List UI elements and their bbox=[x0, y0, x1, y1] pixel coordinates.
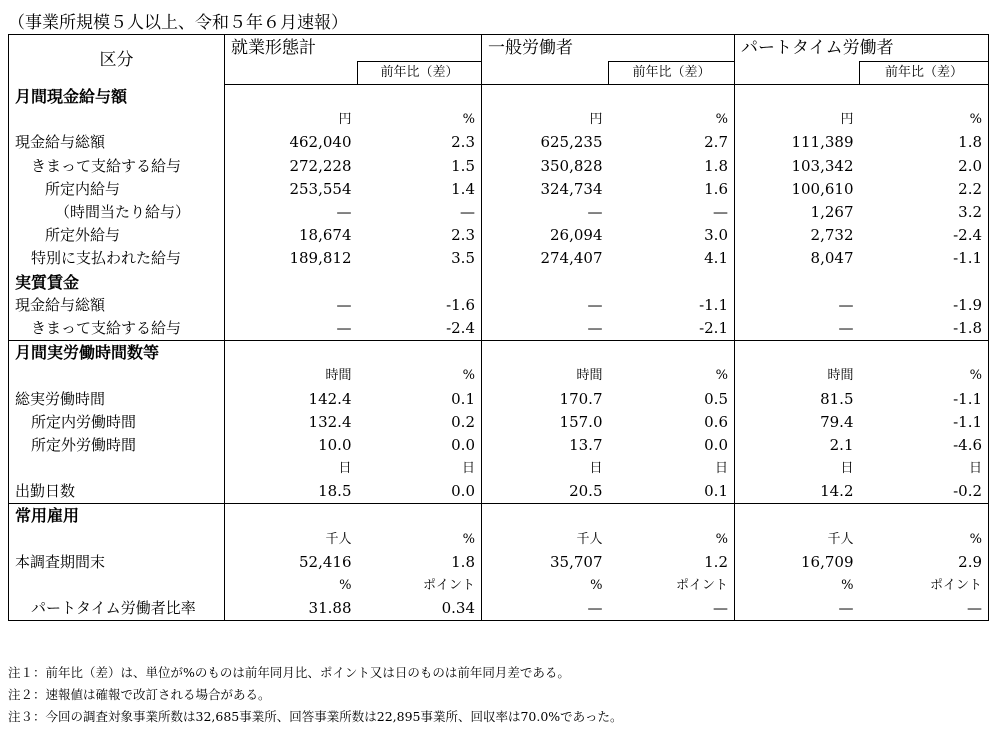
unit-cell: ポイント bbox=[860, 574, 989, 597]
data-cell: — bbox=[482, 201, 609, 224]
data-cell: 0.1 bbox=[451, 389, 475, 408]
data-cell: 18,674 bbox=[299, 226, 352, 245]
unit-cell: ポイント bbox=[675, 578, 728, 594]
unit-cell: 千人 bbox=[482, 528, 609, 551]
data-cell: -1.8 bbox=[860, 317, 989, 341]
data-cell: — bbox=[735, 317, 860, 341]
table-row bbox=[9, 411, 989, 434]
unit-cell: % bbox=[860, 364, 989, 387]
data-cell: 3.2 bbox=[860, 201, 989, 224]
table-row bbox=[9, 178, 989, 201]
data-cell: 1.8 bbox=[451, 552, 475, 571]
table-row bbox=[9, 224, 989, 247]
data-cell: 0.6 bbox=[704, 412, 728, 431]
data-cell: 2.7 bbox=[704, 133, 728, 152]
data-cell: 1.6 bbox=[704, 179, 728, 198]
footnote-3: 注３：今回の調査対象事業所数は32,685事業所、回答事業所数は22,895事業所、回収率は70.0%であった。 bbox=[8, 709, 623, 724]
data-cell: — bbox=[336, 203, 352, 222]
data-cell: — bbox=[482, 317, 609, 341]
data-cell: 157.0 bbox=[482, 411, 609, 434]
unit-cell: 千人 bbox=[325, 531, 352, 547]
data-cell: 0.5 bbox=[704, 389, 728, 408]
data-cell: -1.1 bbox=[699, 295, 728, 314]
header-group-part: パートタイム労働者 bbox=[735, 35, 989, 62]
data-cell: 79.4 bbox=[735, 411, 860, 434]
data-cell: 324,734 bbox=[482, 178, 609, 201]
data-cell: 132.4 bbox=[308, 412, 352, 431]
unit-cell: % bbox=[860, 108, 989, 131]
data-cell: 16,709 bbox=[735, 551, 860, 574]
data-cell: — bbox=[735, 294, 860, 317]
data-cell: 2.1 bbox=[735, 434, 860, 457]
unit-cell: 日 bbox=[735, 457, 860, 480]
data-cell: -1.1 bbox=[860, 247, 989, 270]
footnote-1: 注１：前年比（差）は、単位が%のものは前年同月比、ポイント又は日のものは前年同月差である。 bbox=[8, 665, 570, 680]
data-cell: -1.1 bbox=[860, 387, 989, 410]
table-row bbox=[9, 480, 989, 504]
data-cell: 253,554 bbox=[289, 179, 352, 198]
row-label: パートタイム労働者比率 bbox=[9, 597, 225, 621]
data-cell: 2.0 bbox=[860, 155, 989, 178]
data-cell: -4.6 bbox=[860, 434, 989, 457]
data-cell: 26,094 bbox=[482, 224, 609, 247]
table-row bbox=[9, 247, 989, 270]
data-cell: — bbox=[735, 597, 860, 621]
table-row bbox=[9, 201, 989, 224]
unit-cell: 日 bbox=[482, 457, 609, 480]
data-cell: 350,828 bbox=[482, 155, 609, 178]
unit-cell: % bbox=[462, 112, 475, 128]
data-cell: 4.1 bbox=[704, 249, 728, 268]
data-cell: -0.2 bbox=[860, 480, 989, 504]
data-cell: 2.3 bbox=[451, 226, 475, 245]
data-cell: — bbox=[336, 295, 352, 314]
unit-cell: % bbox=[462, 531, 475, 547]
unit-cell: 日 bbox=[461, 461, 475, 477]
unit-cell: % bbox=[339, 578, 352, 594]
header-kubun: 区分 bbox=[9, 35, 225, 85]
data-cell: -1.1 bbox=[860, 411, 989, 434]
data-cell: 1.8 bbox=[860, 131, 989, 154]
section-employment: 常用雇用 bbox=[9, 504, 225, 528]
data-cell: — bbox=[460, 203, 475, 222]
data-cell: 625,235 bbox=[482, 131, 609, 154]
data-cell: 142.4 bbox=[308, 389, 352, 408]
data-cell: 462,040 bbox=[289, 133, 352, 152]
unit-cell: % bbox=[715, 368, 728, 384]
data-cell: -1.9 bbox=[860, 294, 989, 317]
unit-cell: 日 bbox=[714, 461, 728, 477]
row-label: きまって支給する給与 bbox=[9, 155, 225, 178]
row-label: 所定外労働時間 bbox=[9, 434, 225, 457]
unit-cell: % bbox=[715, 531, 728, 547]
data-cell: 1.5 bbox=[451, 156, 475, 175]
data-cell: 0.2 bbox=[451, 412, 475, 431]
data-cell: 1.8 bbox=[704, 156, 728, 175]
data-cell: 0.0 bbox=[451, 435, 475, 454]
data-cell: 14.2 bbox=[735, 480, 860, 504]
footnote-2: 注２：速報値は確報で改訂される場合がある。 bbox=[8, 687, 271, 702]
data-cell: -2.4 bbox=[860, 224, 989, 247]
data-cell: 3.5 bbox=[451, 249, 475, 268]
data-cell: 35,707 bbox=[482, 551, 609, 574]
data-cell: 0.0 bbox=[704, 435, 728, 454]
data-cell: 0.0 bbox=[451, 482, 475, 501]
section-real-wages: 実質賃金 bbox=[9, 271, 225, 294]
data-cell: 2,732 bbox=[735, 224, 860, 247]
table-row bbox=[9, 155, 989, 178]
table-caption: （事業所規模５人以上、令和５年６月速報） bbox=[8, 13, 348, 33]
data-cell: 0.34 bbox=[358, 597, 482, 621]
data-cell: 272,228 bbox=[289, 156, 352, 175]
data-cell: 3.0 bbox=[704, 226, 728, 245]
row-label: 特別に支払われた給与 bbox=[9, 247, 225, 270]
header-yoy-total: 前年比（差） bbox=[358, 62, 482, 85]
row-label: 出勤日数 bbox=[9, 480, 225, 504]
data-cell: 103,342 bbox=[735, 155, 860, 178]
row-label: 所定外給与 bbox=[9, 224, 225, 247]
table-row bbox=[9, 317, 989, 341]
unit-cell: 時間 bbox=[325, 368, 352, 384]
section-monthly-pay: 月間現金給与額 bbox=[9, 85, 225, 109]
unit-cell: 時間 bbox=[735, 364, 860, 387]
data-cell: 20.5 bbox=[482, 480, 609, 504]
header-yoy-general: 前年比（差） bbox=[609, 62, 735, 85]
data-cell: 2.9 bbox=[860, 551, 989, 574]
row-label: 所定内給与 bbox=[9, 178, 225, 201]
data-cell: — bbox=[482, 294, 609, 317]
unit-cell: 円 bbox=[338, 112, 352, 128]
data-cell: 18.5 bbox=[318, 482, 352, 501]
unit-cell: 千人 bbox=[735, 528, 860, 551]
unit-cell: ポイント bbox=[422, 578, 475, 594]
row-label: 所定内労働時間 bbox=[9, 411, 225, 434]
table-row bbox=[9, 551, 989, 574]
data-cell: 81.5 bbox=[735, 387, 860, 410]
data-cell: — bbox=[713, 203, 728, 222]
data-cell: 100,610 bbox=[735, 178, 860, 201]
data-cell: -1.6 bbox=[446, 295, 475, 314]
data-cell: 10.0 bbox=[318, 435, 352, 454]
unit-cell: 日 bbox=[860, 457, 989, 480]
data-cell: 2.2 bbox=[860, 178, 989, 201]
data-cell: 170.7 bbox=[482, 387, 609, 410]
unit-cell: % bbox=[735, 574, 860, 597]
header-yoy-part: 前年比（差） bbox=[860, 62, 989, 85]
unit-cell: % bbox=[482, 574, 609, 597]
header-group-total: 就業形態計 bbox=[225, 35, 482, 62]
table-row bbox=[9, 387, 989, 410]
unit-cell: 円 bbox=[735, 108, 860, 131]
data-cell: 189,812 bbox=[289, 249, 352, 268]
data-cell: — bbox=[336, 318, 352, 337]
statistics-table bbox=[8, 34, 989, 621]
table-row bbox=[9, 434, 989, 457]
data-cell: 2.3 bbox=[451, 133, 475, 152]
row-label: （時間当たり給与） bbox=[9, 201, 225, 224]
table-row bbox=[9, 131, 989, 154]
data-cell: — bbox=[482, 597, 609, 621]
data-cell: 31.88 bbox=[225, 597, 358, 621]
unit-cell: % bbox=[715, 112, 728, 128]
data-cell: 111,389 bbox=[735, 131, 860, 154]
unit-cell: 日 bbox=[338, 461, 352, 477]
data-cell: — bbox=[609, 597, 735, 621]
unit-cell: 時間 bbox=[482, 364, 609, 387]
data-cell: 1.2 bbox=[704, 552, 728, 571]
row-label: きまって支給する給与 bbox=[9, 317, 225, 341]
section-working-hours: 月間実労働時間数等 bbox=[9, 341, 225, 365]
footnotes bbox=[8, 662, 623, 728]
data-cell: 8,047 bbox=[735, 247, 860, 270]
row-label: 本調査期間末 bbox=[9, 551, 225, 574]
data-cell: -2.4 bbox=[446, 318, 475, 337]
row-label: 現金給与総額 bbox=[9, 131, 225, 154]
unit-cell: 円 bbox=[482, 108, 609, 131]
row-label: 現金給与総額 bbox=[9, 294, 225, 317]
row-label: 総実労働時間 bbox=[9, 387, 225, 410]
data-cell: 13.7 bbox=[482, 434, 609, 457]
data-cell: 1,267 bbox=[735, 201, 860, 224]
data-cell: -2.1 bbox=[699, 318, 728, 337]
unit-cell: % bbox=[860, 528, 989, 551]
unit-cell: % bbox=[462, 368, 475, 384]
table-row bbox=[9, 294, 989, 317]
data-cell: — bbox=[860, 597, 989, 621]
table-row bbox=[9, 597, 989, 621]
header-group-general: 一般労働者 bbox=[482, 35, 735, 62]
data-cell: 0.1 bbox=[704, 482, 728, 501]
data-cell: 1.4 bbox=[451, 179, 475, 198]
data-cell: 52,416 bbox=[299, 552, 352, 571]
data-cell: 274,407 bbox=[482, 247, 609, 270]
